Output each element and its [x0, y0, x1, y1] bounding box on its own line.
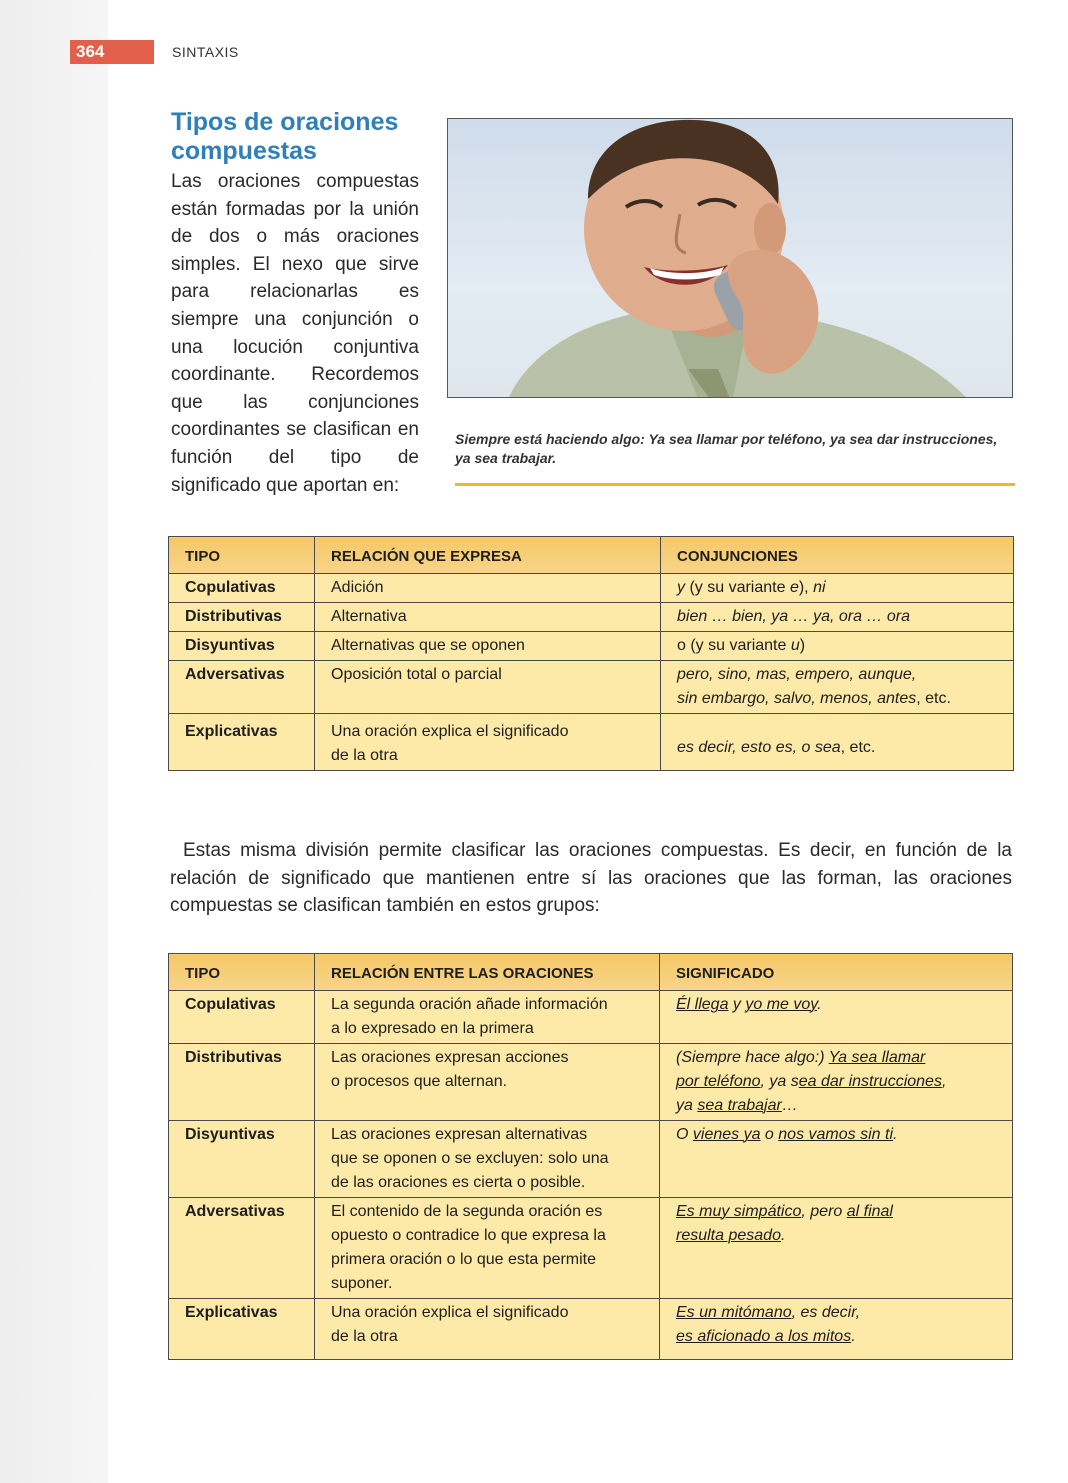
row-tipo: Adversativas [169, 661, 315, 714]
row-relacion: Oposición total o parcial [315, 661, 661, 714]
compound-sentences-table [168, 953, 1013, 1360]
row-conjunciones: es decir, esto es, o sea, etc. [661, 714, 1014, 771]
row-ejemplo: Es muy simpático, pero al final resulta pesado. [660, 1198, 1013, 1299]
man-on-phone-photo [447, 118, 1013, 398]
table-row [169, 1198, 1013, 1299]
table-row [169, 603, 1014, 632]
row-conjunciones: bien … bien, ya … ya, ora … ora [661, 603, 1014, 632]
photo-caption [455, 430, 1015, 468]
table-header-row [169, 954, 1013, 991]
table-row [169, 632, 1014, 661]
row-relacion: Alternativa [315, 603, 661, 632]
row-tipo: Explicativas [169, 714, 315, 771]
row-relacion: Las oraciones expresan acciones o procesos que alternan. [315, 1044, 660, 1121]
column-header-tipo: TIPO [169, 954, 315, 991]
table-row [169, 714, 1014, 771]
page-margin-strip [0, 0, 108, 1483]
row-ejemplo: O vienes ya o nos vamos sin ti. [660, 1121, 1013, 1198]
section-title: Tipos de oraciones compuestas [171, 108, 399, 165]
row-tipo: Explicativas [169, 1299, 315, 1360]
conjunctions-table [168, 536, 1014, 771]
row-conjunciones: y (y su variante e), ni [661, 574, 1014, 603]
row-relacion: La segunda oración añade información a lo expresado en la primera [315, 991, 660, 1044]
row-relacion: Una oración explica el significado de la otra [315, 714, 661, 771]
section-label: SINTAXIS [172, 44, 239, 60]
row-conjunciones: o (y su variante u) [661, 632, 1014, 661]
caption-rest: Ya sea llamar por teléfono, ya sea dar instrucciones, ya sea trabajar. [455, 431, 998, 466]
caption-lead: Siempre está haciendo algo: [455, 431, 645, 447]
row-ejemplo: (Siempre hace algo:) Ya sea llamar por teléfono, ya sea dar instrucciones, ya sea trabajar… [660, 1044, 1013, 1121]
table-row [169, 1299, 1013, 1360]
row-tipo: Adversativas [169, 1198, 315, 1299]
row-tipo: Distributivas [169, 603, 315, 632]
table-row [169, 574, 1014, 603]
row-relacion: Alternativas que se oponen [315, 632, 661, 661]
row-tipo: Copulativas [169, 991, 315, 1044]
body-paragraph: Estas misma división permite clasificar las oraciones compuestas. Es decir, en función de la relación de significado que mantienen entre sí las oraciones que las forman, las oraciones compuestas se clasifican también en estos grupos: [170, 840, 1012, 916]
row-ejemplo: Es un mitómano, es decir, es aficionado a los mitos. [660, 1299, 1013, 1360]
row-ejemplo: Él llega y yo me voy. [660, 991, 1013, 1044]
column-header-tipo: TIPO [169, 537, 315, 574]
column-header-relacion: RELACIÓN ENTRE LAS ORACIONES [315, 954, 660, 991]
row-tipo: Disyuntivas [169, 1121, 315, 1198]
row-tipo: Distributivas [169, 1044, 315, 1121]
table-row [169, 1044, 1013, 1121]
table-header-row [169, 537, 1014, 574]
column-header-significado: SIGNIFICADO [660, 954, 1013, 991]
column-header-relacion: RELACIÓN QUE EXPRESA [315, 537, 661, 574]
table-row [169, 1121, 1013, 1198]
row-relacion: Adición [315, 574, 661, 603]
caption-divider [455, 483, 1015, 486]
page-number: 364 [70, 40, 154, 64]
row-relacion: Las oraciones expresan alternativas que se oponen o se excluyen: solo una de las oraciones es cierta o posible. [315, 1121, 660, 1198]
row-tipo: Copulativas [169, 574, 315, 603]
column-header-conjunciones: CONJUNCIONES [661, 537, 1014, 574]
row-conjunciones: pero, sino, mas, empero, aunque, sin embargo, salvo, menos, antes, etc. [661, 661, 1014, 714]
intro-paragraph: Las oraciones compuestas están formadas por la unión de dos o más oraciones simples. El nexo que sirve para relacionarlas es siempre una conjunción o una locución conjuntiva coordinante. Recordemos que las conjunciones coordinantes se clasifican en función del tipo de significado que aportan en: [171, 171, 419, 496]
table-row [169, 661, 1014, 714]
row-relacion: Una oración explica el significado de la otra [315, 1299, 660, 1360]
row-tipo: Disyuntivas [169, 632, 315, 661]
table-row [169, 991, 1013, 1044]
man-on-phone-illustration [448, 119, 1013, 398]
row-relacion: El contenido de la segunda oración es opuesto o contradice lo que expresa la primera oración o lo que esta permite suponer. [315, 1198, 660, 1299]
